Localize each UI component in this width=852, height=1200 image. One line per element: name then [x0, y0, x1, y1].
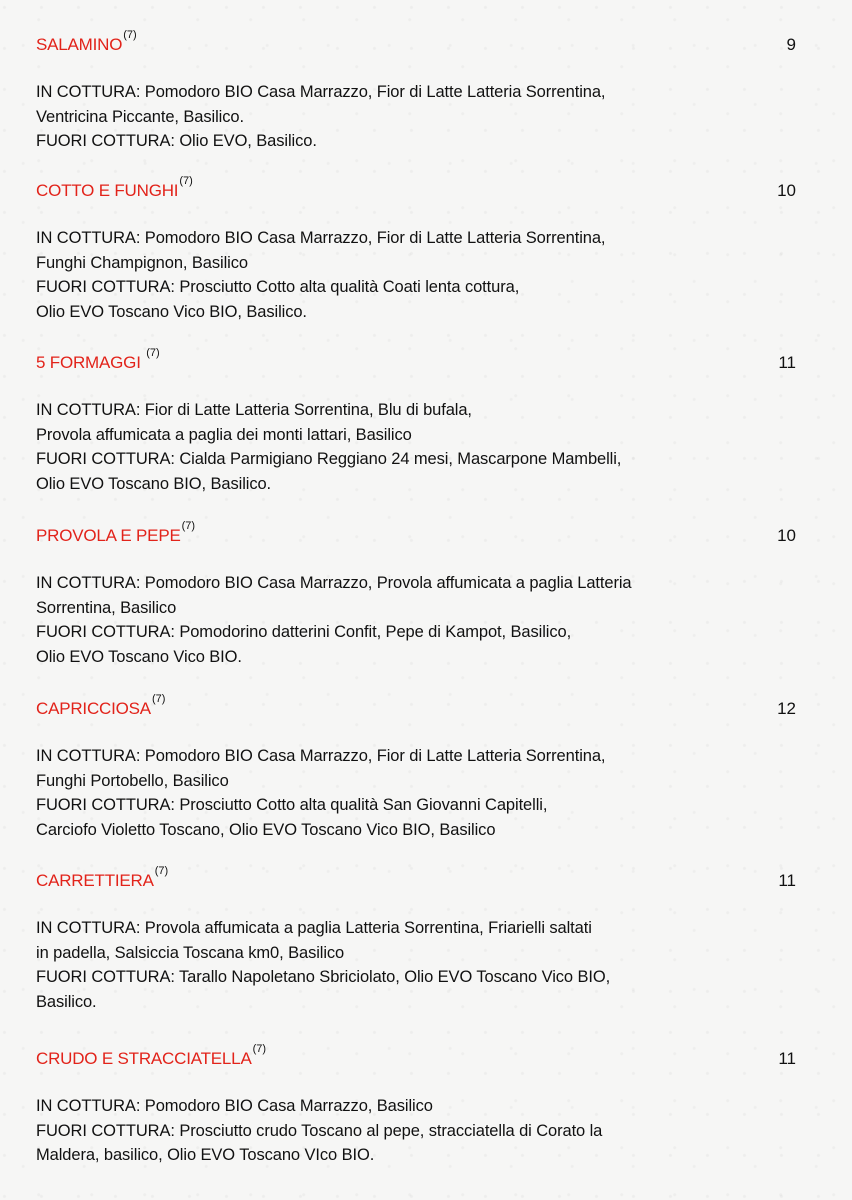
- item-price: 10: [777, 526, 796, 545]
- menu-item-carrettiera: [36, 865, 796, 1014]
- description-line: IN COTTURA: Pomodoro BIO Casa Marrazzo, Fior di Latte Latteria Sorrentina,: [36, 747, 606, 765]
- description-line: in padella, Salsiccia Toscana km0, Basilico: [36, 943, 345, 962]
- item-name: CARRETTIERA: [36, 871, 154, 890]
- description-line: FUORI COTTURA: Prosciutto Cotto alta qualità Coati lenta cottura,: [36, 278, 520, 296]
- description-line: IN COTTURA: Pomodoro BIO Casa Marrazzo, Provola affumicata a paglia Latteria: [36, 574, 632, 592]
- description-line: FUORI COTTURA: Tarallo Napoletano Sbriciolato, Olio EVO Toscano Vico BIO,: [36, 968, 611, 986]
- description-line: Maldera, basilico, Olio EVO Toscano VIco BIO.: [36, 1146, 375, 1164]
- menu-item-header: [36, 175, 796, 208]
- item-price: 11: [778, 871, 796, 890]
- description-line: Funghi Champignon, Basilico: [36, 253, 248, 272]
- item-name: PROVOLA E PEPE: [36, 526, 181, 545]
- item-price: 11: [778, 353, 796, 372]
- item-description: [36, 916, 796, 1014]
- description-line: FUORI COTTURA: Olio EVO, Basilico.: [36, 132, 317, 150]
- menu-item-header: [36, 1043, 796, 1076]
- item-price: 10: [777, 181, 796, 200]
- description-line: IN COTTURA: Pomodoro BIO Casa Marrazzo, Fior di Latte Latteria Sorrentina,: [36, 83, 606, 101]
- allergen-note: (7): [123, 29, 137, 41]
- description-line: Sorrentina, Basilico: [36, 598, 177, 617]
- item-price: 12: [777, 699, 796, 718]
- description-line: Funghi Portobello, Basilico: [36, 771, 229, 790]
- description-line: IN COTTURA: Provola affumicata a paglia Latteria Sorrentina, Friarielli saltati: [36, 919, 592, 937]
- menu-item-header: [36, 520, 796, 553]
- menu-item-crudo-e-stracciatella: [36, 1043, 796, 1168]
- allergen-note: (7): [151, 693, 166, 705]
- item-description: [36, 226, 796, 324]
- item-name: CRUDO E STRACCIATELLA: [36, 1049, 252, 1068]
- description-line: Olio EVO Toscano Vico BIO, Basilico.: [36, 302, 307, 321]
- menu-item-5-formaggi: [36, 347, 796, 496]
- menu-item-provola-e-pepe: [36, 520, 796, 669]
- description-line: FUORI COTTURA: Prosciutto Cotto alta qualità San Giovanni Capitelli,: [36, 796, 548, 814]
- description-line: Provola affumicata a paglia dei monti lattari, Basilico: [36, 425, 412, 444]
- item-name: SALAMINO: [36, 35, 123, 54]
- allergen-note: (7): [146, 347, 160, 359]
- item-price: 11: [778, 1049, 796, 1068]
- allergen-note: (7): [179, 175, 193, 187]
- item-name: COTTO E FUNGHI: [36, 181, 179, 200]
- description-line: Olio EVO Toscano BIO, Basilico.: [36, 474, 272, 493]
- menu-item-capricciosa: [36, 693, 796, 842]
- item-description: [36, 571, 796, 669]
- menu-item-header: [36, 693, 796, 726]
- menu-item-header: [36, 347, 796, 380]
- item-description: [36, 398, 796, 496]
- description-line: IN COTTURA: Fior di Latte Latteria Sorrentina, Blu di bufala,: [36, 401, 472, 419]
- description-line: FUORI COTTURA: Cialda Parmigiano Reggiano 24 mesi, Mascarpone Mambelli,: [36, 450, 622, 468]
- allergen-note: (7): [252, 1043, 267, 1055]
- menu-item-salamino: [36, 29, 796, 154]
- description-line: IN COTTURA: Pomodoro BIO Casa Marrazzo, Basilico: [36, 1097, 433, 1115]
- description-line: Olio EVO Toscano Vico BIO.: [36, 647, 242, 666]
- description-line: Ventricina Piccante, Basilico.: [36, 107, 244, 126]
- description-line: IN COTTURA: Pomodoro BIO Casa Marrazzo, Fior di Latte Latteria Sorrentina,: [36, 229, 606, 247]
- item-description: [36, 744, 796, 842]
- description-line: FUORI COTTURA: Pomodorino datterini Confit, Pepe di Kampot, Basilico,: [36, 623, 572, 641]
- menu-item-header: [36, 29, 796, 62]
- menu-item-header: [36, 865, 796, 898]
- menu-item-cotto-e-funghi: [36, 175, 796, 324]
- description-line: Basilico.: [36, 992, 97, 1011]
- allergen-note: (7): [154, 865, 169, 877]
- item-description: [36, 80, 796, 154]
- item-price: 9: [786, 35, 796, 54]
- description-line: FUORI COTTURA: Prosciutto crudo Toscano al pepe, stracciatella di Corato la: [36, 1121, 603, 1140]
- description-line: Carciofo Violetto Toscano, Olio EVO Toscano Vico BIO, Basilico: [36, 820, 496, 839]
- item-name: CAPRICCIOSA: [36, 699, 151, 718]
- item-name: 5 FORMAGGI: [36, 353, 146, 372]
- item-description: [36, 1094, 796, 1168]
- allergen-note: (7): [181, 520, 196, 532]
